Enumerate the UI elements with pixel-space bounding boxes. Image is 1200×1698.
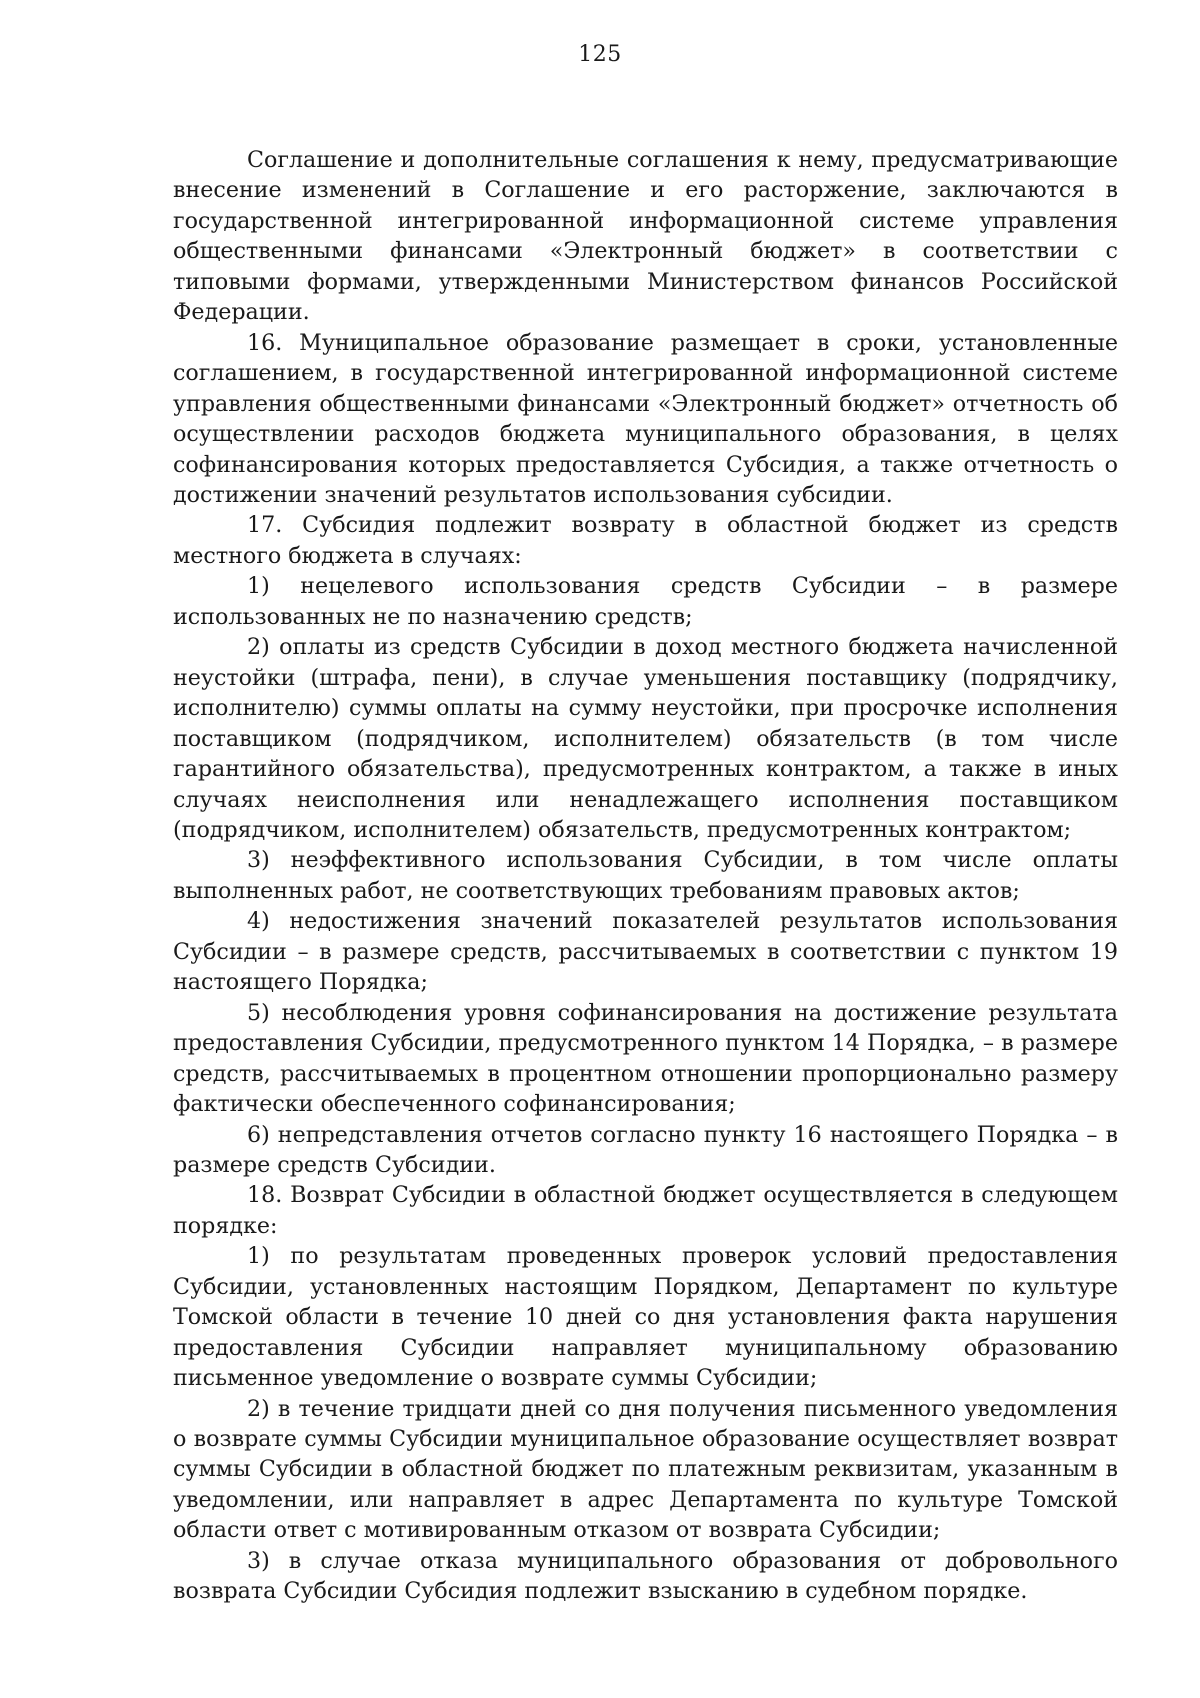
paragraph-item-16: 16. Муниципальное образование размещает в сроки, установленные соглашением, в государственной интегрированной информационной системе управления общественными финансами «Электронный бюджет» отчетность об осуществлении расходов бюджета муниципального образования, в целях софинансирования которых предоставляется Субсидия, а также отчетность о достижении значений результатов использования субсидии. xyxy=(173,329,1118,508)
paragraph-item-18-1: 1) по результатам проведенных проверок условий предоставления Субсидии, установленных настоящим Порядком, Департамент по культуре Томской области в течение 10 дней со дня установления факта нарушения предоставления Субсидии направляет муниципальному образованию письменное уведомление о возврате суммы Субсидии; xyxy=(173,1243,1118,1392)
paragraph-item-18: 18. Возврат Субсидии в областной бюджет осуществляется в следующем порядке: xyxy=(173,1182,1118,1239)
paragraph-item-18-2: 2) в течение тридцати дней со дня получения письменного уведомления о возврате суммы Субсидии муниципальное образование осуществляет возврат суммы Субсидии в областной бюджет по платежным реквизитам, указанным в уведомлении, или направляет в адрес Департамента по культуре Томской области ответ с мотивированным отказом от возврата Субсидии; xyxy=(173,1395,1118,1544)
paragraph-agreement-system: Соглашение и дополнительные соглашения к нему, предусматривающие внесение изменений в Соглашение и его расторжение, заключаются в государственной интегрированной информационной системе управления общественными финансами «Электронный бюджет» в соответствии с типовыми формами, утвержденными Министерством финансов Российской Федерации. xyxy=(173,147,1118,326)
paragraph-item-17: 17. Субсидия подлежит возврату в областной бюджет из средств местного бюджета в случаях: xyxy=(173,512,1118,569)
page-number: 125 xyxy=(578,42,622,67)
document-body xyxy=(173,145,1118,1607)
paragraph-item-18-3: 3) в случае отказа муниципального образования от добровольного возврата Субсидии Субсидия подлежит взысканию в судебном порядке. xyxy=(173,1547,1118,1605)
paragraph-item-17-1: 1) нецелевого использования средств Субсидии – в размере использованных не по назначению средств; xyxy=(173,573,1118,630)
paragraph-item-17-3: 3) неэффективного использования Субсидии, в том числе оплаты выполненных работ, не соответствующих требованиям правовых актов; xyxy=(173,847,1118,904)
paragraph-item-17-2: 2) оплаты из средств Субсидии в доход местного бюджета начисленной неустойки (штрафа, пени), в случае уменьшения поставщику (подрядчику, исполнителю) суммы оплаты на сумму неустойки, при просрочке исполнения поставщиком (подрядчиком, исполнителем) обязательств (в том числе гарантийного обязательства), предусмотренных контрактом, а также в иных случаях неисполнения или ненадлежащего исполнения поставщиком (подрядчиком, исполнителем) обязательств, предусмотренных контрактом; xyxy=(173,634,1118,843)
paragraph-item-17-5: 5) несоблюдения уровня софинансирования на достижение результата предоставления Субсидии, предусмотренного пунктом 14 Порядка, – в размере средств, рассчитываемых в процентном отношении пропорционально размеру фактически обеспеченного софинансирования; xyxy=(173,999,1118,1118)
paragraph-item-17-6: 6) непредставления отчетов согласно пункту 16 настоящего Порядка – в размере средств Субсидии. xyxy=(173,1121,1118,1178)
paragraph-item-17-4: 4) недостижения значений показателей результатов использования Субсидии – в размере средств, рассчитываемых в соответствии с пунктом 19 настоящего Порядка; xyxy=(173,908,1118,996)
